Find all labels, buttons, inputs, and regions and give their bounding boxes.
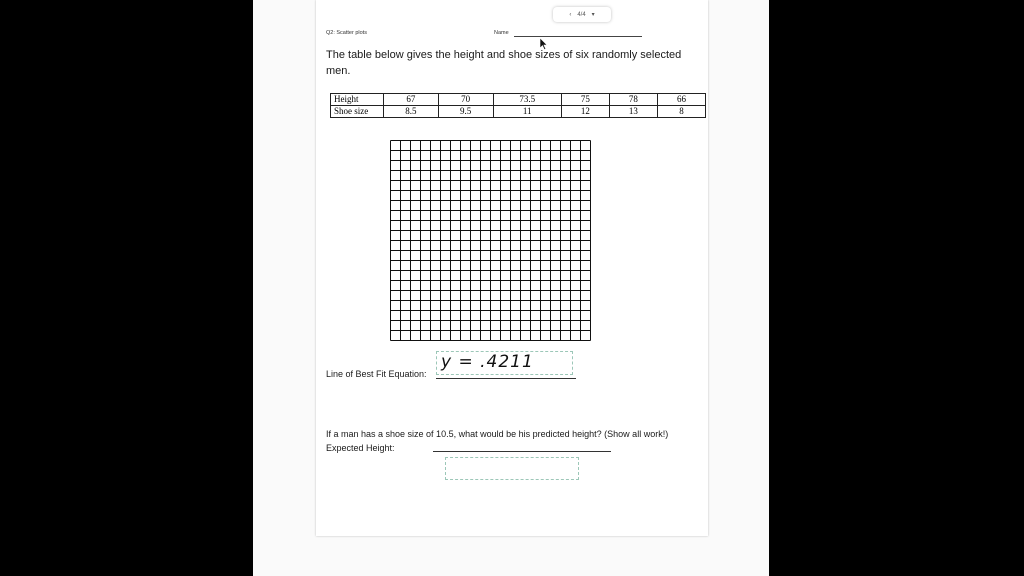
table-cell: 11 <box>493 106 561 118</box>
page-navigator[interactable] <box>553 7 611 22</box>
lobf-label: Line of Best Fit Equation: <box>326 369 427 379</box>
worksheet-page <box>316 0 708 536</box>
question-label: Q2: Scatter plots <box>326 30 367 36</box>
table-cell: 75 <box>561 94 609 106</box>
page-indicator: 4/4 <box>577 11 586 18</box>
table-cell: 67 <box>384 94 439 106</box>
row-header: Height <box>331 94 384 106</box>
table-cell: 66 <box>657 94 705 106</box>
intro-text: The table below gives the height and shoe sizes of six randomly selected men. <box>326 49 682 77</box>
table-cell: 78 <box>609 94 657 106</box>
table-cell: 12 <box>561 106 609 118</box>
table-cell: 73.5 <box>493 94 561 106</box>
answer-underline <box>433 451 611 452</box>
table-cell: 8 <box>657 106 705 118</box>
graph-grid <box>390 140 591 341</box>
prediction-question: If a man has a shoe size of 10.5, what would be his predicted height? (Show all work!) Expected Height: <box>326 429 669 453</box>
mouse-cursor-icon <box>540 38 548 50</box>
handwritten-equation: y = .4211 <box>441 352 534 372</box>
table-cell: 13 <box>609 106 657 118</box>
lobf-underline <box>436 378 576 379</box>
data-table <box>330 93 706 118</box>
table-row <box>331 94 706 106</box>
table-row <box>331 106 706 118</box>
chevron-down-icon[interactable]: ▾ <box>591 12 595 18</box>
table-cell: 70 <box>438 94 493 106</box>
previous-page-icon[interactable]: ‹ <box>569 11 572 18</box>
table-cell: 9.5 <box>438 106 493 118</box>
name-line <box>514 36 642 37</box>
row-header: Shoe size <box>331 106 384 118</box>
table-cell: 8.5 <box>384 106 439 118</box>
pdf-viewer <box>253 0 769 576</box>
name-label: Name <box>494 30 509 36</box>
expected-height-field[interactable] <box>445 457 579 480</box>
